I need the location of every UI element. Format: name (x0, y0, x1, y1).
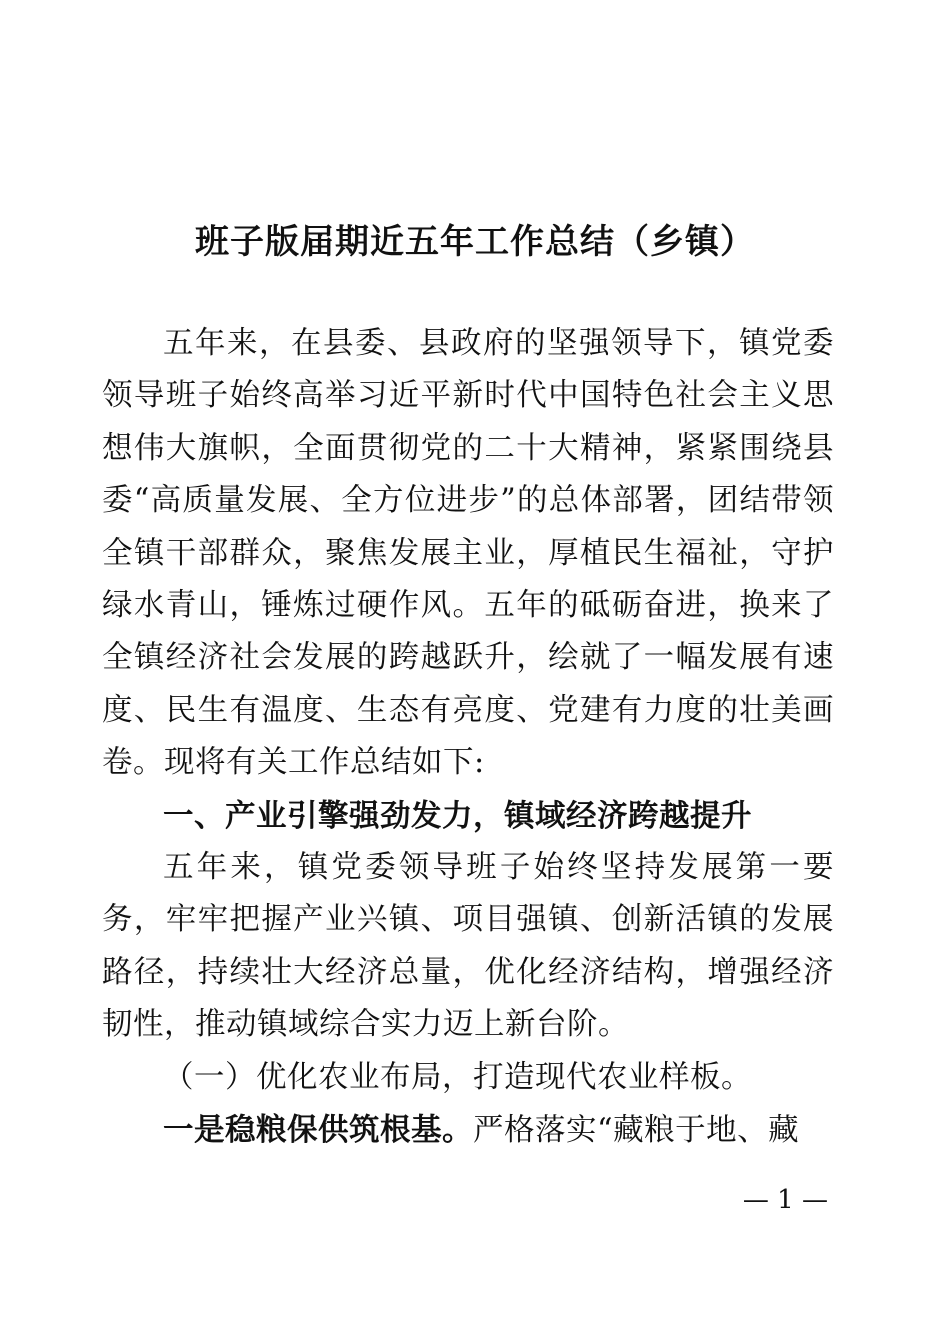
section-heading-1: 一、产业引擎强劲发力，镇域经济跨越提升 (163, 797, 752, 834)
point-text-1: 严格落实“藏粮于地、藏 (473, 1113, 800, 1149)
document-title: 班子版届期近五年工作总结（乡镇） (195, 222, 755, 262)
section-paragraph-1: 五年来，镇党委领导班子始终坚持发展第一要务，牢牢把握产业兴镇、项目强镇、创新活镇的发展路径，持续壮大经济总量，优化经济结构，增强经济韧性，推动镇域综合实力迈上新台阶。 (102, 850, 834, 1043)
point-lead-1: 一是稳粮保供筑根基。 (163, 1112, 473, 1149)
subsection-heading-1: （一）优化农业布局，打造现代农业样板。 (163, 1059, 752, 1095)
intro-paragraph: 五年来，在县委、县政府的坚强领导下，镇党委领导班子始终高举习近平新时代中国特色社会主义思想伟大旗帜，全面贯彻党的二十大精神，紧紧围绕县委“高质量发展、全方位进步”的总体部署，团结带领全镇干部群众，聚焦发展主业，厚植民生福祉，守护绿水青山，锤炼过硬作风。五年的砥砺奋进，换来了全镇经济社会发展的跨越跃升，绘就了一幅发展有速度、民生有温度、生态有亮度、党建有力度的壮美画卷。现将有关工作总结如下: (102, 326, 834, 781)
point-paragraph-1 (102, 1104, 834, 1157)
page-number: — 1 — (742, 1185, 828, 1215)
document-body (102, 318, 834, 1158)
